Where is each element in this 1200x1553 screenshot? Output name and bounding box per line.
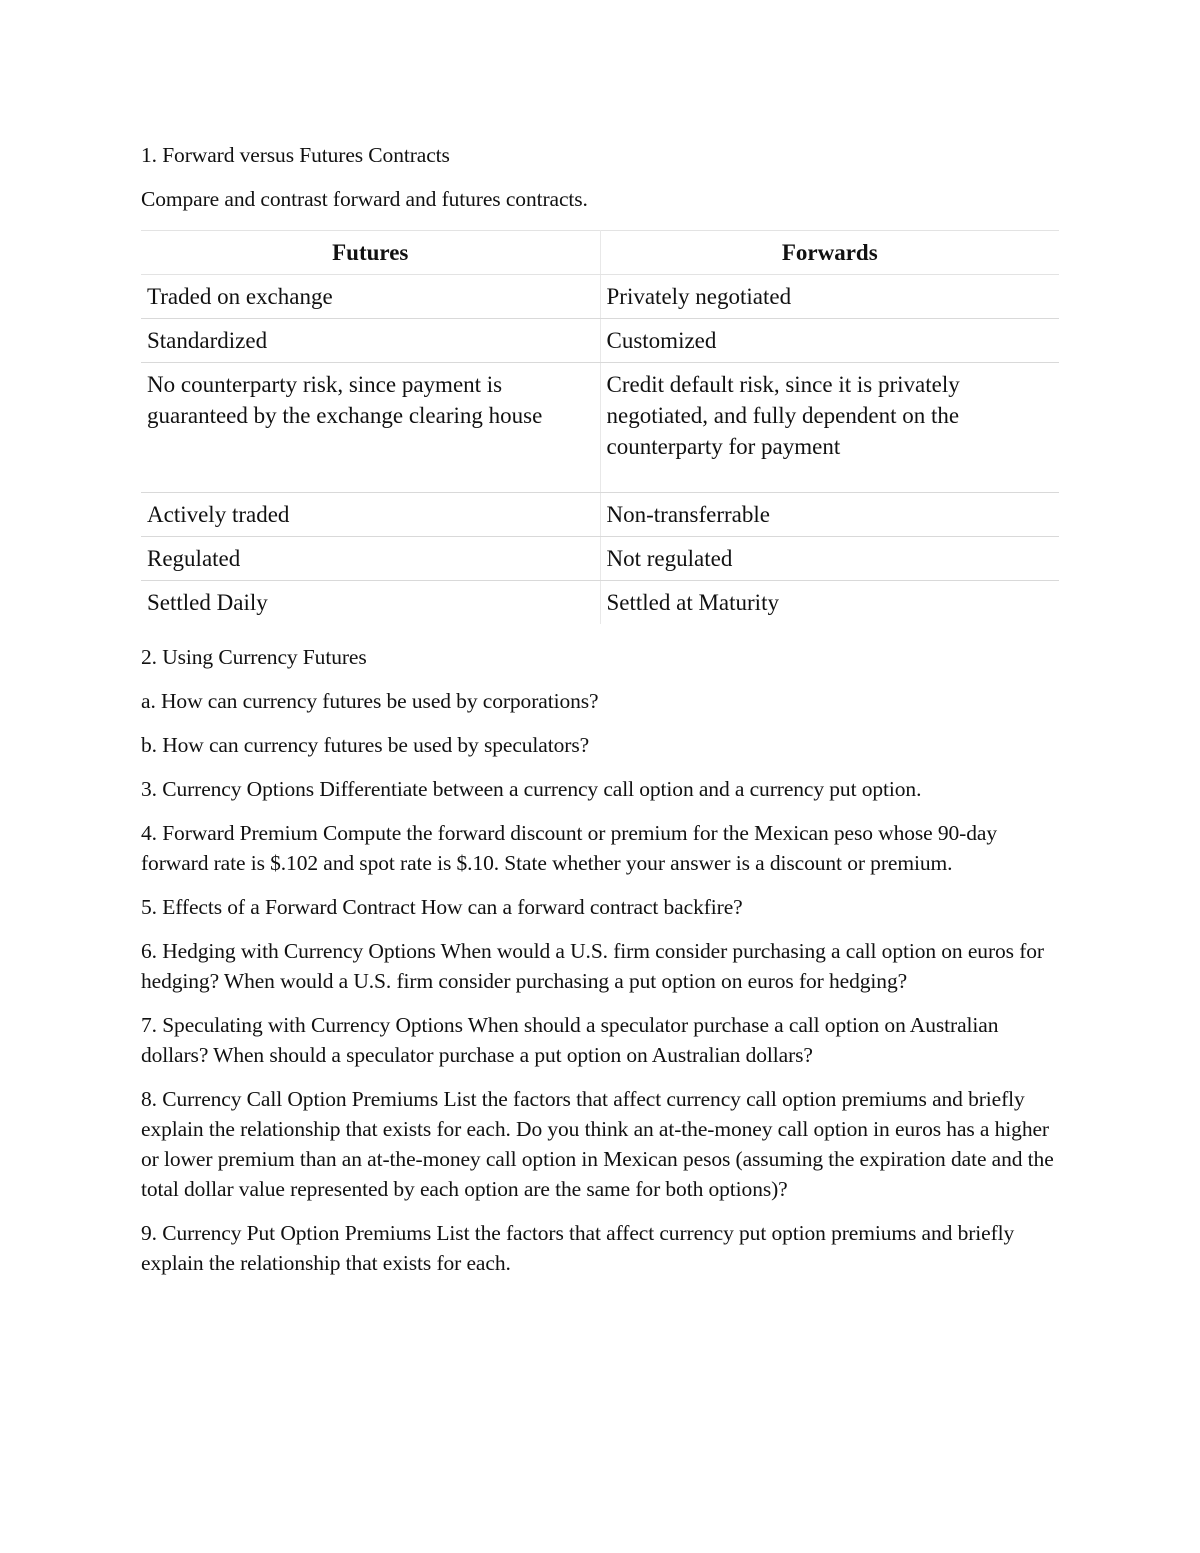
- question-9: 9. Currency Put Option Premiums List the factors that affect currency put option premiums and briefly explain the relationship that exists for each.: [141, 1221, 1015, 1275]
- cell-futures: No counterparty risk, since payment is guaranteed by the exchange clearing house: [141, 363, 600, 493]
- table-row: [141, 581, 1059, 625]
- cell-forwards: Not regulated: [600, 537, 1059, 581]
- question-5: 5. Effects of a Forward Contract How can a forward contract backfire?: [141, 895, 743, 919]
- table-row: [141, 363, 1059, 493]
- table-row: [141, 275, 1059, 319]
- question-3: 3. Currency Options Differentiate between a currency call option and a currency put option.: [141, 777, 922, 801]
- cell-forwards: Credit default risk, since it is privately negotiated, and fully dependent on the counterparty for payment: [600, 363, 1059, 493]
- table-row: [141, 319, 1059, 363]
- cell-futures: Regulated: [141, 537, 600, 581]
- cell-futures: Actively traded: [141, 493, 600, 537]
- table-header-row: [141, 231, 1059, 275]
- question-4: 4. Forward Premium Compute the forward discount or premium for the Mexican peso whose 90-day forward rate is $.102 and spot rate is $.10. State whether your answer is a discount or premium.: [141, 821, 997, 875]
- question-6: 6. Hedging with Currency Options When would a U.S. firm consider purchasing a call option on euros for hedging? When would a U.S. firm consider purchasing a put option on euros for hedging?: [141, 939, 1044, 993]
- comparison-table: [141, 230, 1059, 624]
- cell-forwards: Non-transferrable: [600, 493, 1059, 537]
- cell-futures: Standardized: [141, 319, 600, 363]
- section-intro: Compare and contrast forward and futures contracts.: [141, 187, 588, 211]
- question-8: 8. Currency Call Option Premiums List the factors that affect currency call option premiums and briefly explain the relationship that exists for each. Do you think an at-the-money call option in euros has a higher or lower premium than an at-the-money call option in Mexican pesos (assuming the expiration date and the total dollar value represented by each option are the same for both options)?: [141, 1087, 1054, 1201]
- document-page: [141, 140, 1061, 1292]
- question-2a: a. How can currency futures be used by corporations?: [141, 689, 599, 713]
- cell-futures: Traded on exchange: [141, 275, 600, 319]
- question-2b: b. How can currency futures be used by speculators?: [141, 733, 590, 757]
- cell-forwards: Customized: [600, 319, 1059, 363]
- section-heading: 1. Forward versus Futures Contracts: [141, 143, 450, 167]
- question-7: 7. Speculating with Currency Options When should a speculator purchase a call option on Australian dollars? When should a speculator purchase a put option on Australian dollars?: [141, 1013, 999, 1067]
- question-2: 2. Using Currency Futures: [141, 645, 367, 669]
- header-futures: Futures: [141, 231, 600, 275]
- cell-forwards: Settled at Maturity: [606, 590, 779, 615]
- cell-futures: Settled Daily: [141, 581, 600, 625]
- header-forwards: Forwards: [600, 231, 1059, 275]
- cell-forwards: Privately negotiated: [600, 275, 1059, 319]
- table-row: [141, 537, 1059, 581]
- table-row: [141, 493, 1059, 537]
